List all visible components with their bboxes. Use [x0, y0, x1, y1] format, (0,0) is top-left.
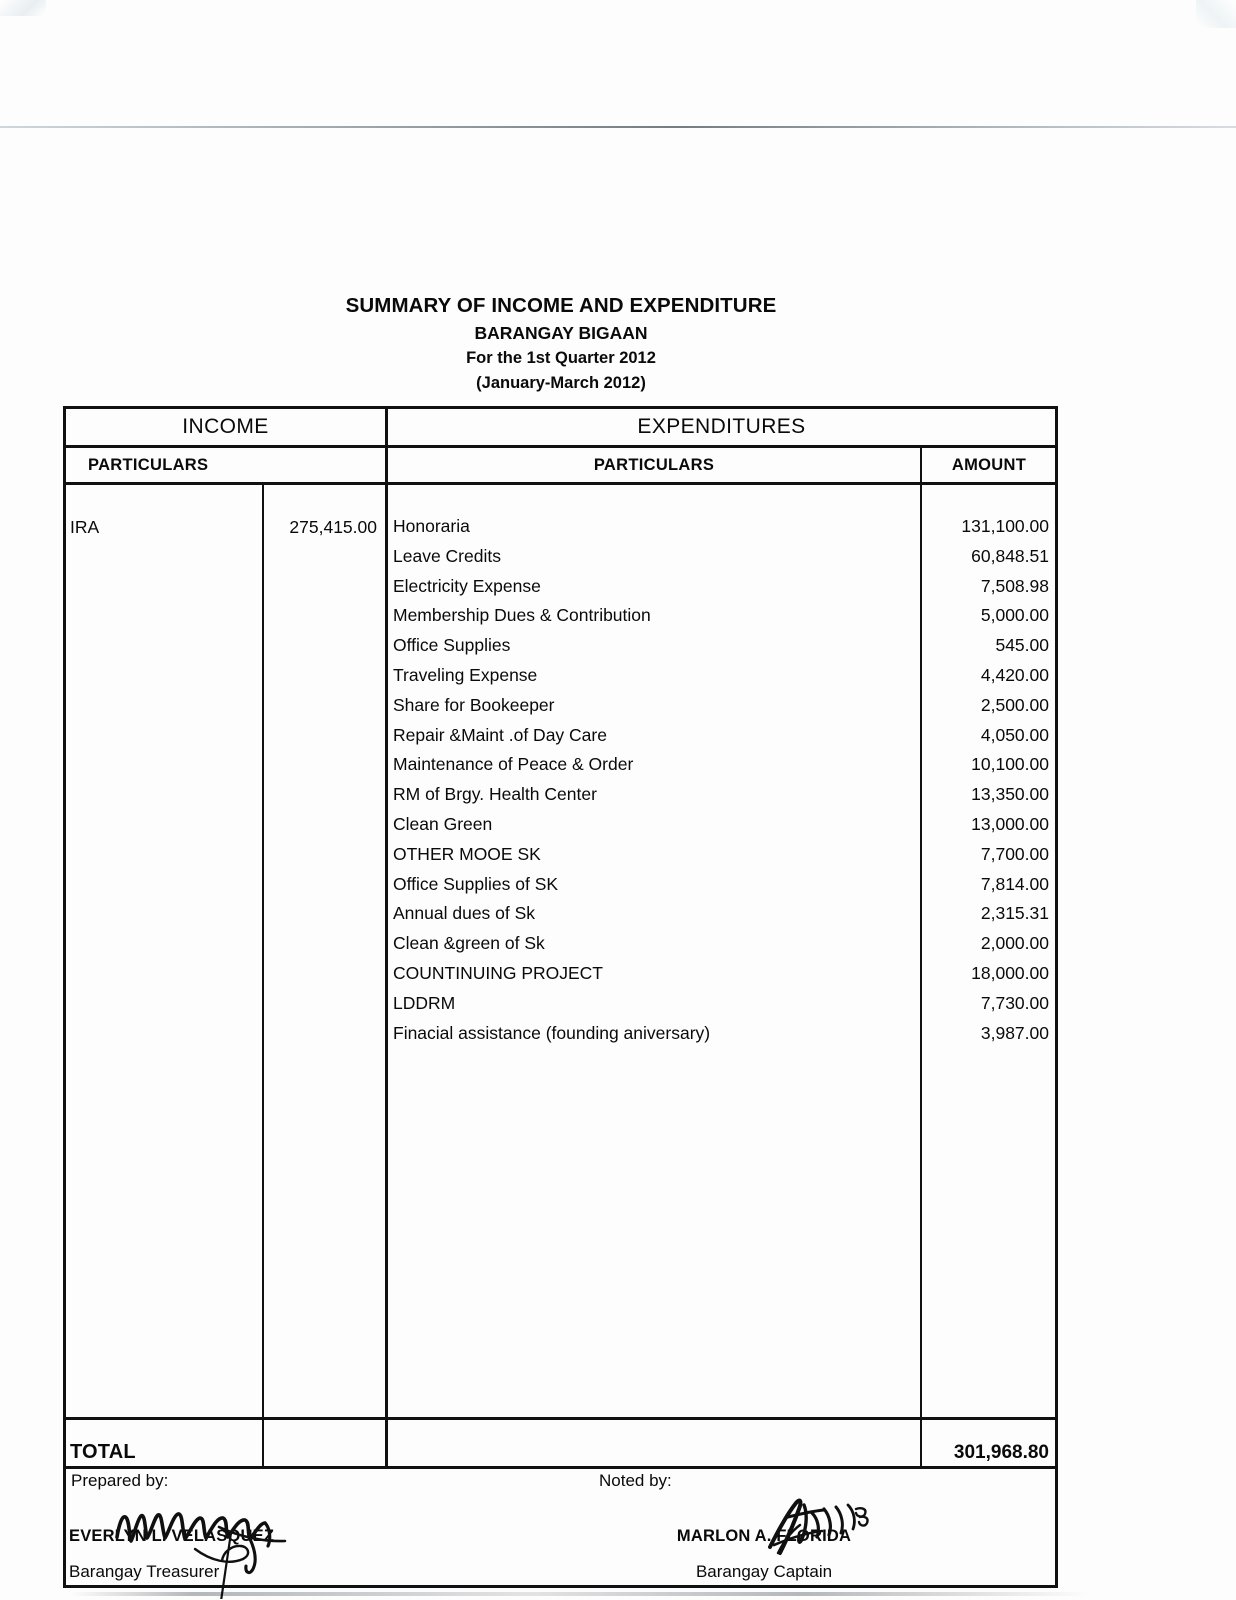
expenditure-particular: Membership Dues & Contribution — [393, 605, 651, 626]
expenditure-amount: 2,500.00 — [980, 694, 1049, 715]
expenditure-amount: 4,050.00 — [980, 724, 1049, 745]
expenditure-particular: LDDRM — [393, 992, 456, 1013]
expenditure-amount: 2,315.31 — [980, 903, 1049, 924]
table-row — [388, 989, 1055, 1019]
expenditure-particular: Office Supplies — [393, 635, 511, 656]
income-particular: IRA — [70, 517, 100, 537]
scan-corner-top-right — [1196, 0, 1236, 28]
expenditure-amount: 131,100.00 — [961, 516, 1049, 536]
expenditure-amount: 10,100.00 — [971, 754, 1049, 775]
prepared-by-block — [69, 1527, 399, 1582]
expenditure-amount: 5,000.00 — [980, 605, 1049, 626]
noted-by-label: Noted by: — [599, 1471, 672, 1490]
expenditure-amount: 4,420.00 — [980, 664, 1049, 685]
expenditure-particular: Annual dues of Sk — [393, 903, 536, 924]
expenditure-amount: 13,350.00 — [971, 784, 1049, 805]
income-column — [66, 485, 385, 1417]
expenditure-particular: Honoraria — [393, 516, 470, 536]
table-row — [388, 542, 1055, 572]
treasurer-name: EVERLYN L. VELASQUEZ — [69, 1527, 275, 1545]
scan-bottom-artifact — [70, 1592, 1090, 1596]
treasurer-role: Barangay Treasurer — [69, 1562, 220, 1581]
table-row — [388, 1019, 1055, 1049]
table-row — [388, 870, 1055, 900]
expenditures-column — [388, 485, 1055, 1417]
expenditure-particular: Office Supplies of SK — [393, 873, 559, 894]
captain-role: Barangay Captain — [695, 1562, 833, 1581]
expenditure-particular: Repair &Maint .of Day Care — [393, 724, 607, 745]
captain-name: MARLON A. FLORIDA — [676, 1527, 852, 1545]
table-row — [388, 661, 1055, 691]
document-title: SUMMARY OF INCOME AND EXPENDITURE — [345, 294, 777, 317]
expenditure-particular: OTHER MOOE SK — [393, 843, 541, 864]
expenditure-particular: Clean Green — [393, 813, 493, 834]
table-row — [388, 572, 1055, 602]
expenditure-particular: Clean &green of Sk — [393, 933, 545, 954]
table-row — [388, 691, 1055, 721]
expenditure-particular: Leave Credits — [393, 545, 501, 566]
group-header-expenditures: EXPENDITURES — [637, 415, 806, 438]
expenditure-amount: 3,987.00 — [980, 1022, 1049, 1043]
expenditure-particular: Finacial assistance (founding aniversary) — [393, 1022, 711, 1043]
table-row — [388, 929, 1055, 959]
signature-area — [66, 1469, 1055, 1585]
table-row — [388, 631, 1055, 661]
table-row — [388, 721, 1055, 751]
scan-corner-top-left — [0, 0, 46, 16]
expenditure-particular: Electricity Expense — [393, 575, 541, 596]
expenditure-amount: 7,730.00 — [980, 992, 1049, 1013]
expenditure-particular: RM of Brgy. Health Center — [393, 784, 597, 805]
summary-table — [63, 406, 1058, 1588]
expenditure-amount: 7,700.00 — [980, 843, 1049, 864]
expenditure-amount: 7,508.98 — [980, 575, 1049, 596]
expenditure-particular: Share for Bookeeper — [393, 694, 555, 715]
barangay-name: BARANGAY BIGAAN — [474, 323, 648, 343]
table-row — [388, 959, 1055, 989]
group-header-income: INCOME — [182, 415, 269, 438]
expenditure-amount: 7,814.00 — [980, 873, 1049, 894]
period-months: (January-March 2012) — [476, 374, 646, 392]
expenditure-particular: Maintenance of Peace & Order — [393, 754, 634, 775]
table-row — [388, 780, 1055, 810]
table-row — [388, 750, 1055, 780]
table-body — [66, 485, 1055, 1417]
income-amount: 275,415.00 — [289, 517, 377, 537]
expenditure-amount: 13,000.00 — [971, 813, 1049, 834]
table-row — [66, 512, 385, 542]
expenditure-amount: 18,000.00 — [971, 962, 1049, 983]
column-header-amount: AMOUNT — [951, 456, 1027, 474]
table-row — [388, 601, 1055, 631]
prepared-by-label: Prepared by: — [71, 1471, 169, 1490]
document-title-block — [63, 292, 1059, 395]
table-row — [388, 899, 1055, 929]
column-header-expenditure-particulars: PARTICULARS — [593, 456, 715, 474]
expenditure-amount: 545.00 — [995, 635, 1049, 656]
period-quarter: For the 1st Quarter 2012 — [466, 349, 656, 367]
table-row — [388, 810, 1055, 840]
noted-by-block — [564, 1527, 964, 1582]
total-row — [66, 1420, 1055, 1466]
scan-edge-line — [0, 126, 1236, 128]
table-row — [388, 840, 1055, 870]
expenditure-particular: COUNTINUING PROJECT — [393, 962, 603, 983]
expenditure-particular: Traveling Expense — [393, 664, 538, 685]
expenditure-amount: 60,848.51 — [971, 545, 1049, 566]
total-expenditure-amount: 301,968.80 — [953, 1442, 1049, 1463]
table-row — [388, 512, 1055, 542]
expenditure-amount: 2,000.00 — [980, 933, 1049, 954]
total-label: TOTAL — [70, 1441, 136, 1463]
column-header-income-particulars: PARTICULARS — [88, 456, 209, 474]
